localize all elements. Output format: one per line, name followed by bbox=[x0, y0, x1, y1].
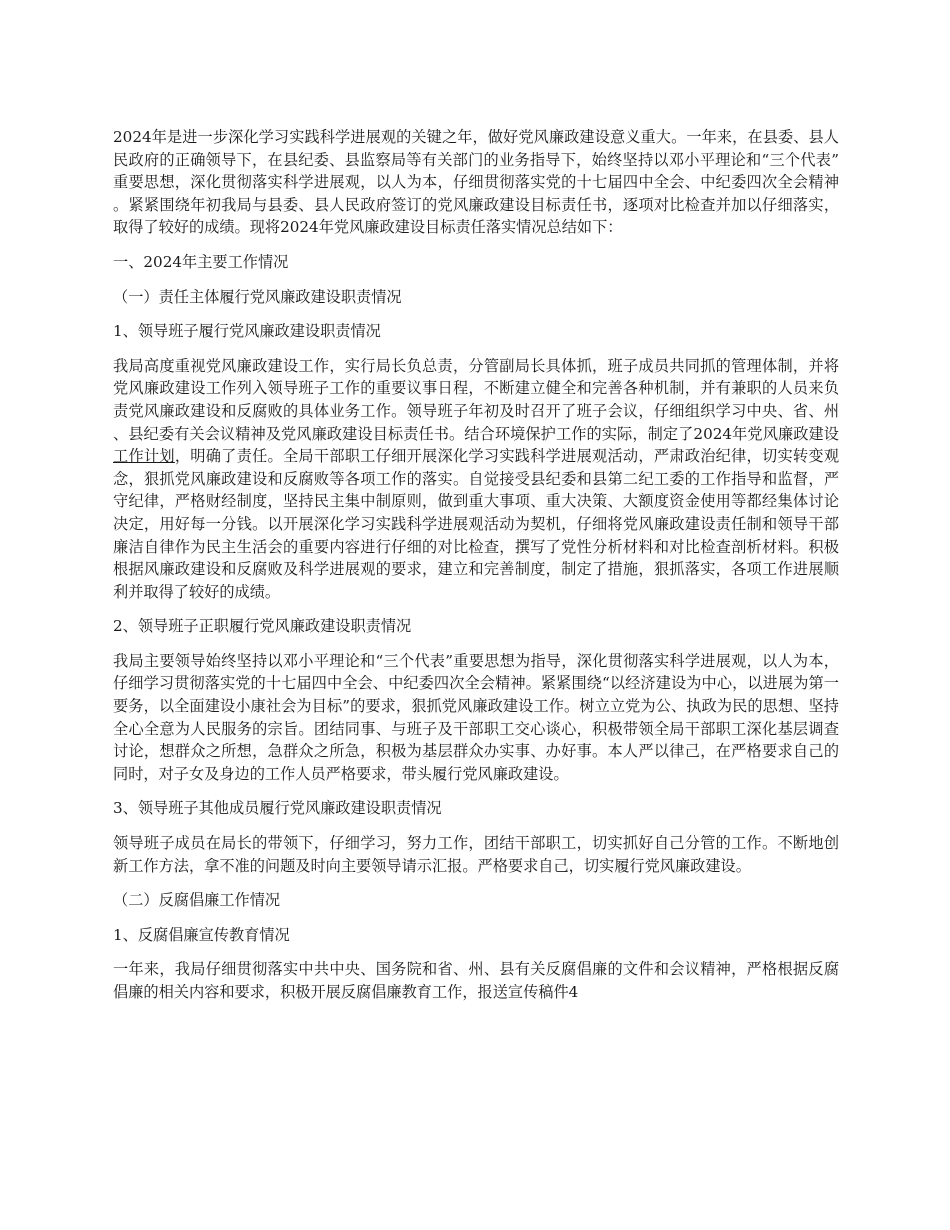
item2-paragraph: 我局主要领导始终坚持以邓小平理论和“三个代表”重要思想为指导，深化贯彻落实科学进展观，以人为本，仔细学习贯彻落实党的十七届四中全会、中纪委四次全会精神。紧紧围绕“以经济建设为中心，以进展为第一要务，以全面建设小康社会为目标”的要求，狠抓党风廉政建设工作。树立立党为公、执政为民的思想、坚持全心全意为人民服务的宗旨。团结同事、与班子及干部职工交心谈心，积极带领全局干部职工深化基层调查讨论，想群众之所想，急群众之所急，积极为基层群众办实事、办好事。本人严以律己，在严格要求自己的同时，对子女及身边的工作人员严格要求，带头履行党风廉政建设。 bbox=[113, 651, 839, 783]
subsection-heading: （二）反腐倡廉工作情况 bbox=[113, 891, 281, 910]
item3-paragraph: 领导班子成员在局长的带领下，仔细学习，努力工作，团结干部职工，切实抓好自己分管的工作。不断地创新工作方法，拿不准的问题及时向主要领导请示汇报。严格要求自己，切实履行党风廉政建设。 bbox=[113, 834, 839, 875]
work-plan-link[interactable]: 工作计划 bbox=[113, 447, 175, 466]
item-heading: 1、反腐倡廉宣传教育情况 bbox=[113, 925, 290, 944]
section-heading: 一、2024年主要工作情况 bbox=[113, 252, 289, 271]
item-heading: 2、领导班子正职履行党风廉政建设职责情况 bbox=[113, 617, 412, 636]
intro-paragraph: 2024年是进一步深化学习实践科学进展观的关键之年，做好党风廉政建设意义重大。一年来，在县委、县人民政府的正确领导下，在县纪委、县监察局等有关部门的业务指导下，始终坚持以邓小平理论和“三个代表”重要思想，深化贯彻落实科学进展观，以人为本，仔细贯彻落实党的十七届四中全会、中纪委四次全会精神。紧紧围绕年初我局与县委、县人民政府签订的党风廉政建设目标责任书，逐项对比检查并加以仔细落实，取得了较好的成绩。现将2024年党风廉政建设目标责任落实情况总结如下： bbox=[113, 128, 839, 237]
item1-text-end: ，明确了责任。全局干部职工仔细开展深化学习实践科学进展观活动，严肃政治纪律，切实转变观念，狠抓党风廉政建设和反腐败等各项工作的落实。自觉接受县纪委和县第二纪工委的工作指导和监督，严守纪律，严格财经制度，坚持民主集中制原则，做到重大事项、重大决策、大额度资金使用等都经集体讨论决定，用好每一分钱。以开展深化学习实践科学进展观活动为契机，仔细将党风廉政建设责任制和领导干部廉洁自律作为民主生活会的重要内容进行仔细的对比检查，撰写了党性分析材料和对比检查剖析材料。积极根据风廉政建设和反腐败及科学进展观的要求，建立和完善制度，制定了措施，狠抓落实，各项工作进展顺利并取得了较好的成绩。 bbox=[113, 447, 840, 601]
document-body bbox=[113, 126, 839, 1016]
item4-paragraph: 一年来，我局仔细贯彻落实中共中央、国务院和省、州、县有关反腐倡廉的文件和会议精神，严格根据反腐倡廉的相关内容和要求，积极开展反腐倡廉教育工作，报送宣传稿件4 bbox=[113, 960, 839, 1001]
item1-text-start: 我局高度重视党风廉政建设工作，实行局长负总责，分管副局长具体抓，班子成员共同抓的管理体制，并将党风廉政建设工作列入领导班子工作的重要议事日程，不断建立健全和完善各种机制，并有兼职的人员来负责党风廉政建设和反腐败的具体业务工作。领导班子年初及时召开了班子会议，仔细组织学习中央、省、州、县纪委有关会议精神及党风廉政建设目标责任书。结合环境保护工作的实际，制定了2024年党风廉政建设 bbox=[113, 356, 839, 443]
item1-paragraph bbox=[113, 355, 839, 604]
item-heading: 3、领导班子其他成员履行党风廉政建设职责情况 bbox=[113, 799, 442, 818]
item-heading: 1、领导班子履行党风廉政建设职责情况 bbox=[113, 322, 381, 341]
subsection-heading: （一）责任主体履行党风廉政建设职责情况 bbox=[113, 287, 402, 306]
